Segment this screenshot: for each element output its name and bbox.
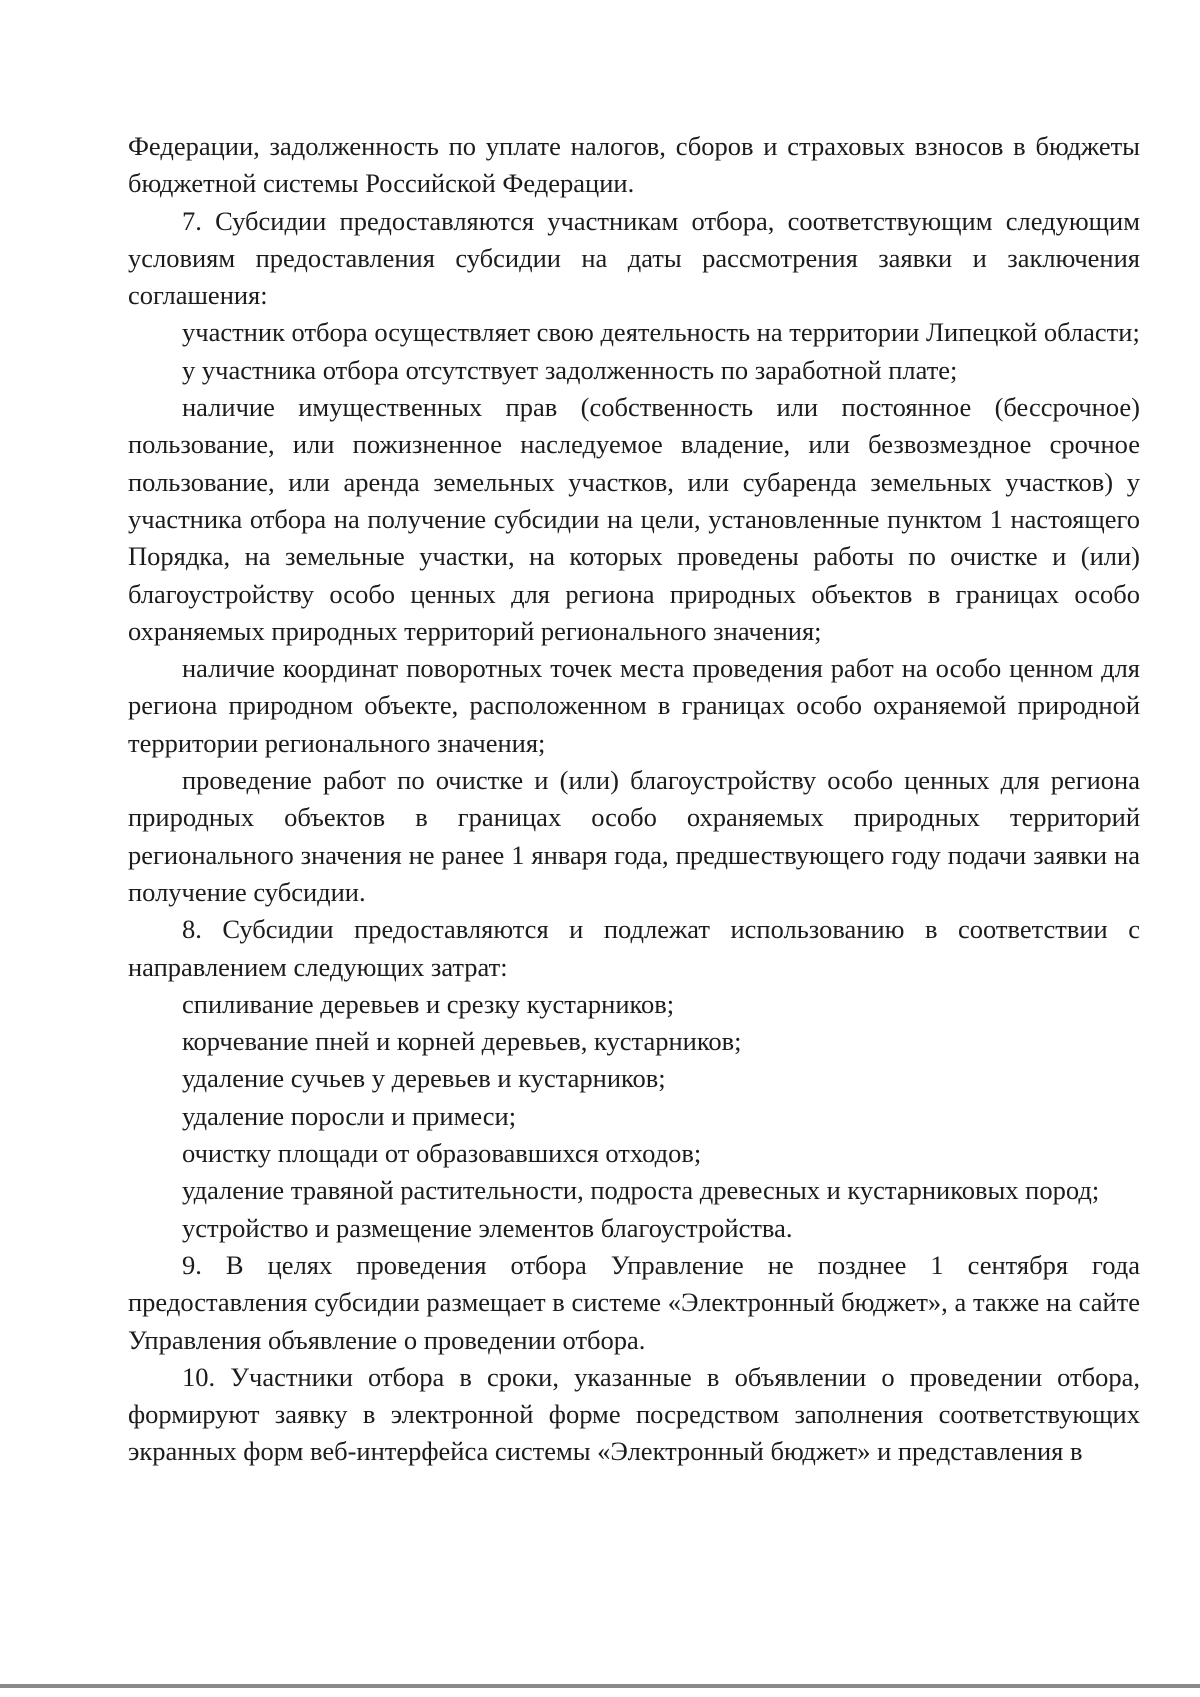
paragraph-item-9: 9. В целях проведения отбора Управление не позднее 1 сентября года предоставления субсидии размещает в системе «Электронный бюджет», а также на сайте Управления объявление о проведении отбора. [128,1249,1140,1355]
list-item: удаление поросли и примеси; [182,1100,517,1131]
paragraph: у участника отбора отсутствует задолженность по заработной плате; [182,354,958,385]
paragraph-item-10: 10. Участники отбора в сроки, указанные в объявлении о проведении отбора, формируют заявку в электронной форме посредством заполнения соответствующих экранных форм веб-интерфейса системы «Электронный бюджет» и представления в [128,1361,1140,1467]
paragraph: Федерации, задолженность по уплате налогов, сборов и страховых взносов в бюджеты бюджетной системы Российской Федерации. [128,131,1140,199]
list-item: устройство и размещение элементов благоустройства. [182,1212,793,1243]
list-item: корчевание пней и корней деревьев, кустарников; [182,1026,742,1057]
document-body [128,128,1140,1471]
paragraph: наличие имущественных прав (собственность или постоянное (бессрочное) пользование, или пожизненное наследуемое владение, или безвозмездное срочное пользование, или аренда земельных участков, или субаренда земельных участков) у участника отбора на получение субсидии на цели, установленные пунктом 1 настоящего Порядка, на земельные участки, на которых проведены работы по очистке и (или) благоустройству особо ценных для региона природных объектов в границах особо охраняемых природных территорий регионального значения; [128,392,1140,646]
paragraph-item-7: 7. Субсидии предоставляются участникам отбора, соответствующим следующим условиям предоставления субсидии на даты рассмотрения заявки и заключения соглашения: [128,205,1140,311]
paragraph: проведение работ по очистке и (или) благоустройству особо ценных для региона природных объектов в границах особо охраняемых природных территорий регионального значения не ранее 1 января года, предшествующего году подачи заявки на получение субсидии. [128,765,1140,907]
paragraph: наличие координат поворотных точек места проведения работ на особо ценном для региона природном объекте, расположенном в границах особо охраняемой природной территории регионального значения; [128,653,1140,758]
list-item: удаление сучьев у деревьев и кустарников; [182,1063,666,1094]
paragraph: участник отбора осуществляет свою деятельность на территории Липецкой области; [182,317,1140,348]
paragraph-item-8: 8. Субсидии предоставляются и подлежат использованию в соответствии с направлением следующих затрат: [128,914,1140,982]
list-item: спиливание деревьев и срезку кустарников; [182,988,675,1019]
list-item: очистку площади от образовавшихся отходов; [182,1138,702,1169]
list-item: удаление травяной растительности, подроста древесных и кустарниковых пород; [182,1175,1100,1206]
page-bottom-rule [0,1684,1200,1688]
